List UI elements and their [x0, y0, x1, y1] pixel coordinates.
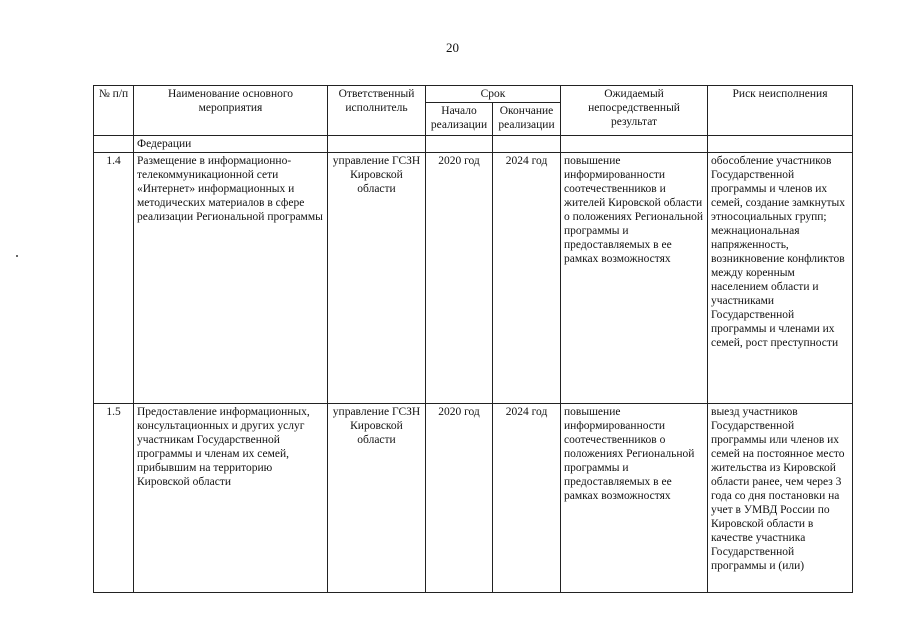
table-row	[94, 404, 853, 593]
header-term: Срок	[426, 86, 561, 103]
page-number: 20	[446, 40, 459, 55]
cell-name: Размещение в информационно-телекоммуникационной сети «Интернет» информационных и методических материалов в сфере реализации Региональной программы	[134, 153, 328, 404]
cell-start: 2020 год	[426, 153, 493, 404]
cell-empty	[493, 136, 561, 153]
cell-empty	[426, 136, 493, 153]
cell-result: повышение информированности соотечественников и жителей Кировской области о положениях Региональной программы и предоставляемых в ее рамках возможностях	[561, 153, 708, 404]
cell-end: 2024 год	[493, 153, 561, 404]
cell-empty	[708, 136, 853, 153]
table-row	[94, 153, 853, 404]
cell-risk: обособление участников Государственной программы и членов их семей, создание замкнутых этносоциальных групп; межнациональная напряженность, возникновение конфликтов между коренным населением области и участниками Государственной программы и членами их семей, рост преступности	[708, 153, 853, 404]
scan-artifact-dot	[16, 255, 18, 257]
cell-num: 1.4	[94, 153, 134, 404]
header-executor: Ответственный исполнитель	[328, 86, 426, 136]
header-start: Начало реализации	[426, 103, 493, 136]
measures-table	[93, 85, 853, 593]
cell-continuation-text: Федерации	[134, 136, 328, 153]
cell-risk: выезд участников Государственной программы или членов их семей на постоянное место жительства из Кировской области ранее, чем через 3 года со дня постановки на учет в УМВД России по Кировской области в качестве участника Государственной программы и (или)	[708, 404, 853, 593]
cell-empty	[561, 136, 708, 153]
cell-end: 2024 год	[493, 404, 561, 593]
cell-executor: управление ГСЗН Кировской области	[328, 404, 426, 593]
cell-start: 2020 год	[426, 404, 493, 593]
header-name: Наименование основного мероприятия	[134, 86, 328, 136]
cell-num: 1.5	[94, 404, 134, 593]
cell-result: повышение информированности соотечественников о положениях Региональной программы и предоставляемых в ее рамках возможностях	[561, 404, 708, 593]
cell-name: Предоставление информационных, консультационных и других услуг участникам Государственной программы и членам их семей, прибывшим на территорию Кировской области	[134, 404, 328, 593]
header-row-1	[94, 86, 853, 103]
header-risk: Риск неисполнения	[708, 86, 853, 136]
header-end: Окончание реализации	[493, 103, 561, 136]
cell-executor: управление ГСЗН Кировской области	[328, 153, 426, 404]
cell-empty	[94, 136, 134, 153]
table-row-continuation	[94, 136, 853, 153]
cell-empty	[328, 136, 426, 153]
header-result: Ожидаемый непосредственный результат	[561, 86, 708, 136]
header-num: № п/п	[94, 86, 134, 136]
